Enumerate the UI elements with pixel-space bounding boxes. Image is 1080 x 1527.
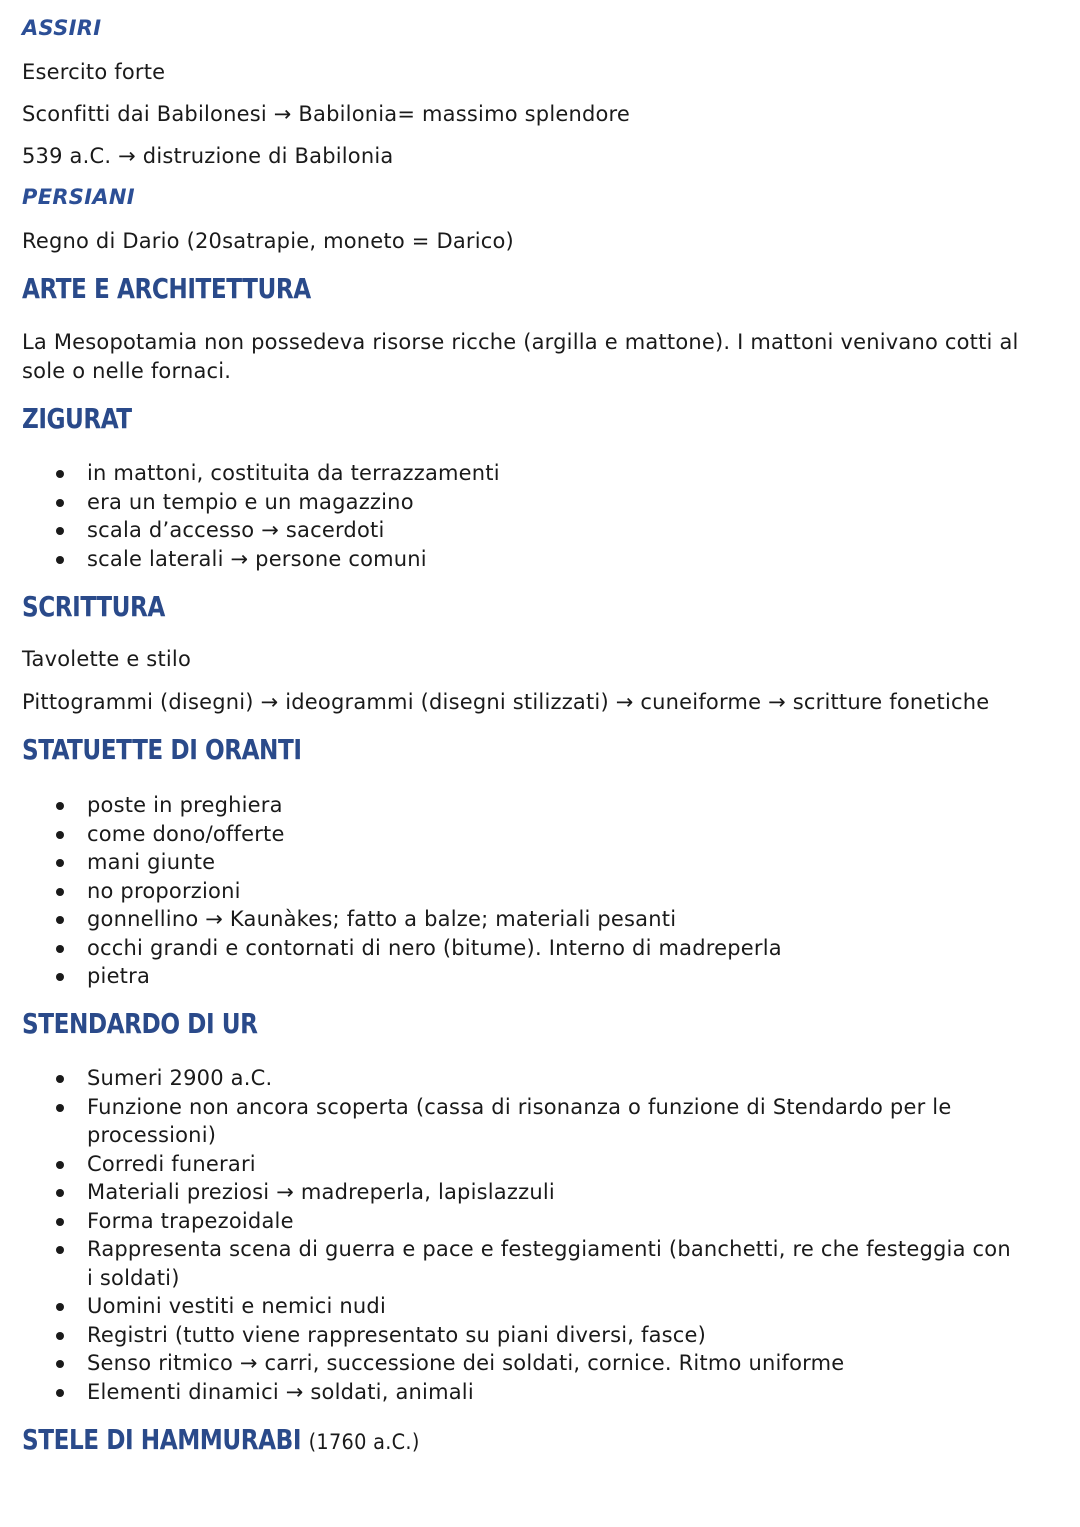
heading-persiani: PERSIANI (22, 185, 135, 209)
list-item: Funzione non ancora scoperta (cassa di risonanza o funzione di Stendardo per le processioni) (22, 1093, 1022, 1150)
list-item: mani giunte (22, 848, 1022, 877)
list-item: Uomini vestiti e nemici nudi (22, 1292, 1022, 1321)
bullet-icon (56, 831, 64, 839)
bullet-icon (56, 1246, 64, 1254)
bullet-icon (56, 1332, 64, 1340)
bullet-icon (56, 1218, 64, 1226)
list-item: Forma trapezoidale (22, 1207, 1022, 1236)
stele-title: STELE DI HAMMURABI (22, 1423, 302, 1456)
bullet-icon (56, 499, 64, 507)
list-item: Corredi funerari (22, 1150, 1022, 1179)
heading-zigurat: ZIGURAT (22, 402, 132, 435)
stendardo-list (22, 1064, 1022, 1406)
bullet-icon (56, 859, 64, 867)
bullet-icon (56, 1161, 64, 1169)
list-item: Senso ritmico → carri, successione dei soldati, cornice. Ritmo uniforme (22, 1349, 1022, 1378)
bullet-icon (56, 556, 64, 564)
stele-date: (1760 a.C.) (308, 1430, 420, 1454)
bullet-icon (56, 470, 64, 478)
list-item: Rappresenta scena di guerra e pace e festeggiamenti (banchetti, re che festeggia con i soldati) (22, 1235, 1022, 1292)
list-item: poste in preghiera (22, 791, 1022, 820)
scrittura-line-1: Tavolette e stilo (22, 647, 192, 671)
bullet-icon (56, 1303, 64, 1311)
list-item: pietra (22, 962, 1022, 991)
list-item: era un tempio e un magazzino (22, 488, 1022, 517)
list-item: come dono/offerte (22, 820, 1022, 849)
list-item: in mattoni, costituita da terrazzamenti (22, 459, 1022, 488)
arte-paragraph: La Mesopotamia non possedeva risorse ricche (argilla e mattone). I mattoni venivano cotti al sole o nelle fornaci. (22, 330, 1019, 383)
list-item: occhi grandi e contornati di nero (bitume). Interno di madreperla (22, 934, 1022, 963)
heading-stele-hammurabi (22, 1423, 420, 1456)
bullet-icon (56, 527, 64, 535)
bullet-icon (56, 1075, 64, 1083)
heading-statuette-oranti: STATUETTE DI ORANTI (22, 733, 302, 766)
list-item: scala d’accesso → sacerdoti (22, 516, 1022, 545)
list-item: Elementi dinamici → soldati, animali (22, 1378, 1022, 1407)
list-item: Materiali preziosi → madreperla, lapislazzuli (22, 1178, 1022, 1207)
assiri-line-3: 539 a.C. → distruzione di Babilonia (22, 144, 394, 168)
heading-scrittura: SCRITTURA (22, 590, 165, 623)
list-item: scale laterali → persone comuni (22, 545, 1022, 574)
persiani-line: Regno di Dario (20satrapie, moneto = Darico) (22, 229, 514, 253)
bullet-icon (56, 1189, 64, 1197)
scrittura-line-2: Pittogrammi (disegni) → ideogrammi (disegni stilizzati) → cuneiforme → scritture fonetiche (22, 690, 990, 714)
bullet-icon (56, 916, 64, 924)
list-item: Sumeri 2900 a.C. (22, 1064, 1022, 1093)
bullet-icon (56, 1360, 64, 1368)
heading-arte-architettura: ARTE E ARCHITETTURA (22, 272, 311, 305)
list-item: gonnellino → Kaunàkes; fatto a balze; materiali pesanti (22, 905, 1022, 934)
statuette-list (22, 791, 1022, 991)
assiri-line-2: Sconfitti dai Babilonesi → Babilonia= massimo splendore (22, 102, 631, 126)
list-item: no proporzioni (22, 877, 1022, 906)
bullet-icon (56, 1389, 64, 1397)
bullet-icon (56, 945, 64, 953)
assiri-line-1: Esercito forte (22, 60, 166, 84)
bullet-icon (56, 1104, 64, 1112)
heading-stendardo-ur: STENDARDO DI UR (22, 1007, 258, 1040)
heading-assiri: ASSIRI (22, 16, 102, 40)
bullet-icon (56, 973, 64, 981)
zigurat-list (22, 459, 1022, 573)
list-item: Registri (tutto viene rappresentato su piani diversi, fasce) (22, 1321, 1022, 1350)
bullet-icon (56, 802, 64, 810)
bullet-icon (56, 888, 64, 896)
